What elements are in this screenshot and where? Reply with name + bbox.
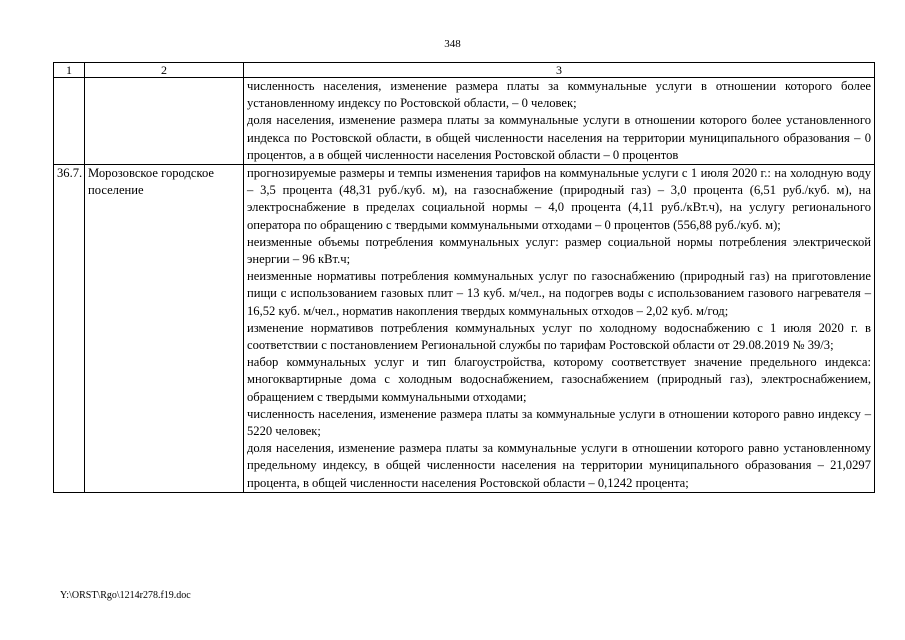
municipality-name: Морозовское городское поселение (85, 165, 244, 493)
page-number: 348 (444, 38, 461, 50)
paragraph: доля населения, изменение размера платы за коммунальные услуги в отношении которого равно установленному предельному индексу, в общей численности населения на территории муниципального образования – 21,0297 процента, в общей численности населения Ростовской области – 0,1242 процента; (247, 441, 871, 490)
paragraph: набор коммунальных услуг и тип благоустройства, которому соответствует значение предельного индекса: многоквартирные дома с холодным водоснабжением, газоснабжением (природный газ), электроснабжением, обращением с твердыми коммунальными отходами; (247, 355, 871, 404)
column-header-3: 3 (244, 63, 875, 78)
column-header-2: 2 (85, 63, 244, 78)
data-table (53, 62, 875, 493)
paragraph: прогнозируемые размеры и темпы изменения тарифов на коммунальные услуги с 1 июля 2020 г.: на холодную воду – 3,5 процента (48,31 руб./куб. м), на газоснабжение (природный газ) – 3,0 процента (6,51 руб./куб. м), на электроснабжение в пределах социальной нормы – 4,0 процента (4,11 руб./кВт.ч), на услугу регионального оператора по обращению с твердыми коммунальными отходами – 0 процентов (556,88 руб./куб. м); (247, 166, 871, 232)
paragraph: доля населения, изменение размера платы за коммунальные услуги в отношении которого более установленного индекса по Ростовской области, в общей численности населения на территории муниципального образования – 0 процентов, а в общей численности населения Ростовской области – 0 процентов (247, 113, 871, 162)
paragraph: неизменные объемы потребления коммунальных услуг: размер социальной нормы потребления электрической энергии – 96 кВт.ч; (247, 234, 871, 267)
table-row (54, 165, 875, 493)
paragraph: неизменные нормативы потребления коммунальных услуг по газоснабжению (природный газ) на приготовление пищи с использованием газовых плит – 13 куб. м/чел., на подогрев воды с использованием газового нагревателя – 16,52 куб. м/чел., норматив накопления твердых коммунальных отходов – 2,02 куб. м/год; (247, 269, 871, 318)
table-header-row (54, 63, 875, 78)
row-description (244, 165, 875, 493)
row-description (244, 78, 875, 165)
municipality-name (85, 78, 244, 165)
row-number: 36.7. (54, 165, 85, 493)
footer-file-path: Y:\ORST\Rgo\1214r278.f19.doc (60, 590, 191, 601)
column-header-1: 1 (54, 63, 85, 78)
row-number (54, 78, 85, 165)
table-row (54, 78, 875, 165)
paragraph: численность населения, изменение размера платы за коммунальные услуги в отношении которого более установленному индексу по Ростовской области, – 0 человек; (247, 79, 871, 111)
paragraph: изменение нормативов потребления коммунальных услуг по холодному водоснабжению с 1 июля 2020 г. в соответствии с постановлением Региональной службы по тарифам Ростовской области от 29.08.2019 № 39/3; (247, 320, 871, 353)
paragraph: численность населения, изменение размера платы за коммунальные услуги в отношении которого равно индексу – 5220 человек; (247, 406, 871, 439)
